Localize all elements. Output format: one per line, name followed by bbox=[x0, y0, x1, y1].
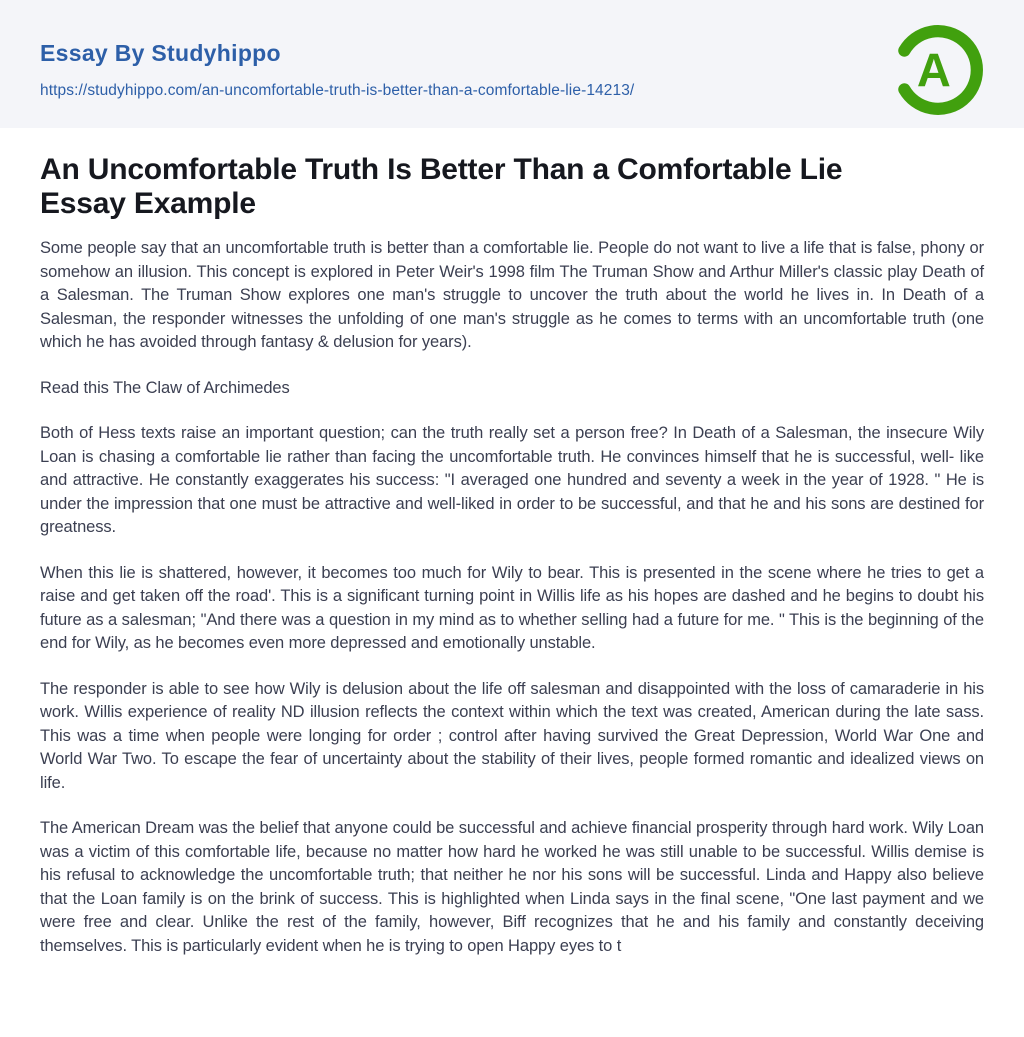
essay-content bbox=[0, 153, 1024, 958]
header-text-block bbox=[40, 40, 634, 100]
page-header bbox=[0, 0, 1024, 128]
site-label: Essay By Studyhippo bbox=[40, 40, 281, 66]
essay-title: An Uncomfortable Truth Is Better Than a Comfortable Lie Essay Example bbox=[40, 153, 843, 220]
read-this-suggestion: Read this The Claw of Archimedes bbox=[40, 378, 290, 397]
essay-paragraph: Some people say that an uncomfortable truth is better than a comfortable lie. People do not want to live a life that is false, phony or somehow an illusion. This concept is explored in Peter Weir's 1998 film The Truman Show and Arthur Miller's classic play Death of a Salesman. The Truman Show explores one man's struggle to uncover the truth about the world he lives in. In Death of a Salesman, the responder witnesses the unfolding of one man's struggle as he comes to terms with an uncomfortable truth (one which he has avoided through fantasy & delusion for years). bbox=[40, 239, 984, 351]
essay-paragraph: The American Dream was the belief that anyone could be successful and achieve financial prosperity through hard work. Wily Loan was a victim of this comfortable life, because no matter how hard he worked he was still unable to be successful. Willis demise is his refusal to acknowledge the uncomfortable truth; that neither he nor his sons will be successful. Linda and Happy also believe that the Loan family is on the brink of success. This is highlighted when Linda says in the final scene, "One last payment and we were free and clear. Unlike the rest of the family, however, Biff recognizes that he and his family and constantly deceiving themselves. This is particularly evident when he is trying to open Happy eyes to t bbox=[40, 819, 984, 955]
studyhippo-logo-icon bbox=[892, 24, 984, 116]
essay-paragraph: Both of Hess texts raise an important question; can the truth really set a person free? In Death of a Salesman, the insecure Wily Loan is chasing a comfortable lie rather than facing the uncomfortable truth. He convinces himself that he is successful, well- like and attractive. He constantly exaggerates his success: "I averaged one hundred and seventy a week in the year of 1928. " He is under the impression that one must be attractive and well-liked in order to be successful, and that he and his sons are destined for greatness. bbox=[40, 424, 984, 536]
essay-paragraph: When this lie is shattered, however, it becomes too much for Wily to bear. This is presented in the scene where he tries to get a raise and get taken off the road'. This is a significant turning point in Willis life as his hopes are dashed and he begins to doubt his future as a salesman; "And there was a question in my mind as to whether selling had a future for me. " This is the beginning of the end for Wily, as he becomes even more depressed and emotionally unstable. bbox=[40, 563, 984, 652]
logo-letter: A bbox=[916, 43, 951, 97]
essay-paragraph: The responder is able to see how Wily is delusion about the life off salesman and disappointed with the loss of camaraderie in his work. Willis experience of reality ND illusion reflects the context within which the text was created, American during the late sass. This was a time when people were longing for order ; control after having survived the Great Depression, World War One and World War Two. To escape the fear of uncertainty about the stability of their lives, people formed romantic and idealized views on life. bbox=[40, 679, 984, 792]
essay-url-link[interactable]: https://studyhippo.com/an-uncomfortable-truth-is-better-than-a-comfortable-lie-14213/ bbox=[40, 82, 635, 99]
